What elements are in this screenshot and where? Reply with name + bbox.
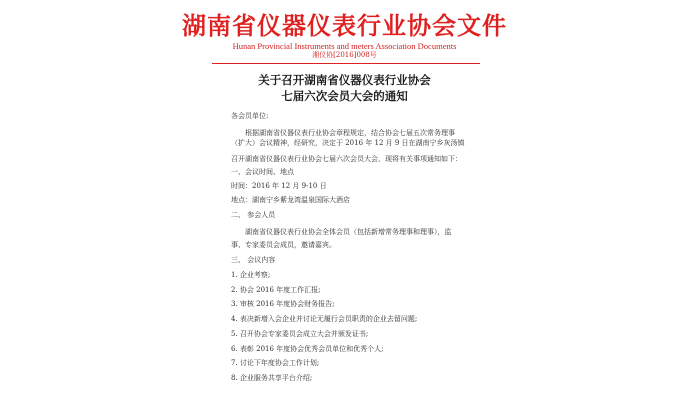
attendees-line-1: 湖南省仪器仪表行业协会全体会员（包括新增常务理事和理事），监 xyxy=(245,228,452,236)
intro-paragraph-line-1: 根据湖南省仪器仪表行业协会章程规定，结合协会七届五次常务理事 xyxy=(245,129,455,137)
agenda-item: 1. 企业考察; xyxy=(231,271,271,279)
letterhead-divider xyxy=(212,63,480,64)
document-number: 湘仪协[2016]008号 xyxy=(312,51,377,59)
letterhead-title: 湖南省仪器仪表行业协会文件 xyxy=(182,12,507,40)
intro-paragraph-line-3: 召开湖南省仪器仪表行业协会七届六次会员大会，现将有关事项通知如下： xyxy=(231,155,462,163)
salutation: 各会员单位: xyxy=(231,112,269,120)
agenda-item: 2. 协会 2016 年度工作汇报; xyxy=(231,286,321,294)
attendees-line-2: 事、专家委员会成员，邀请嘉宾。 xyxy=(231,241,336,249)
meeting-time: 时间：2016 年 12 月 9-10 日 xyxy=(231,182,327,190)
meeting-place: 地点：湖南宁乡紫龙湾温泉国际大酒店 xyxy=(231,196,350,204)
notice-title-line-1: 关于召开湖南省仪器仪表行业协会 xyxy=(258,73,431,87)
agenda-item: 8. 企业服务共享平台介绍; xyxy=(231,374,313,382)
agenda-item: 3. 审核 2016 年度协会财务报告; xyxy=(231,300,335,308)
section-heading-agenda: 三、 会议内容 xyxy=(231,256,276,264)
section-heading-attendees: 二、 参会人员 xyxy=(231,211,276,219)
letterhead-english-title: Hunan Provincial Instruments and meters Association Documents xyxy=(232,41,457,51)
notice-title-line-2: 七届六次会员大会的通知 xyxy=(281,89,408,103)
agenda-item: 7. 讨论下年度协会工作计划; xyxy=(231,359,320,367)
agenda-item: 4. 表决新增入会企业并讨论无履行会员职责的企业去留问题; xyxy=(231,315,418,323)
intro-paragraph-line-2: （扩大）会议精神，经研究，决定于 2016 年 12 月 9 日在湖南宁乡灰汤镇 xyxy=(231,139,465,147)
section-heading-time-place: 一、会议时间、地点 xyxy=(231,168,294,176)
agenda-item: 5. 召开协会专家委员会成立大会并颁发证书; xyxy=(231,330,369,338)
agenda-item: 6. 表彰 2016 年度协会优秀会员单位和优秀个人; xyxy=(231,345,384,353)
